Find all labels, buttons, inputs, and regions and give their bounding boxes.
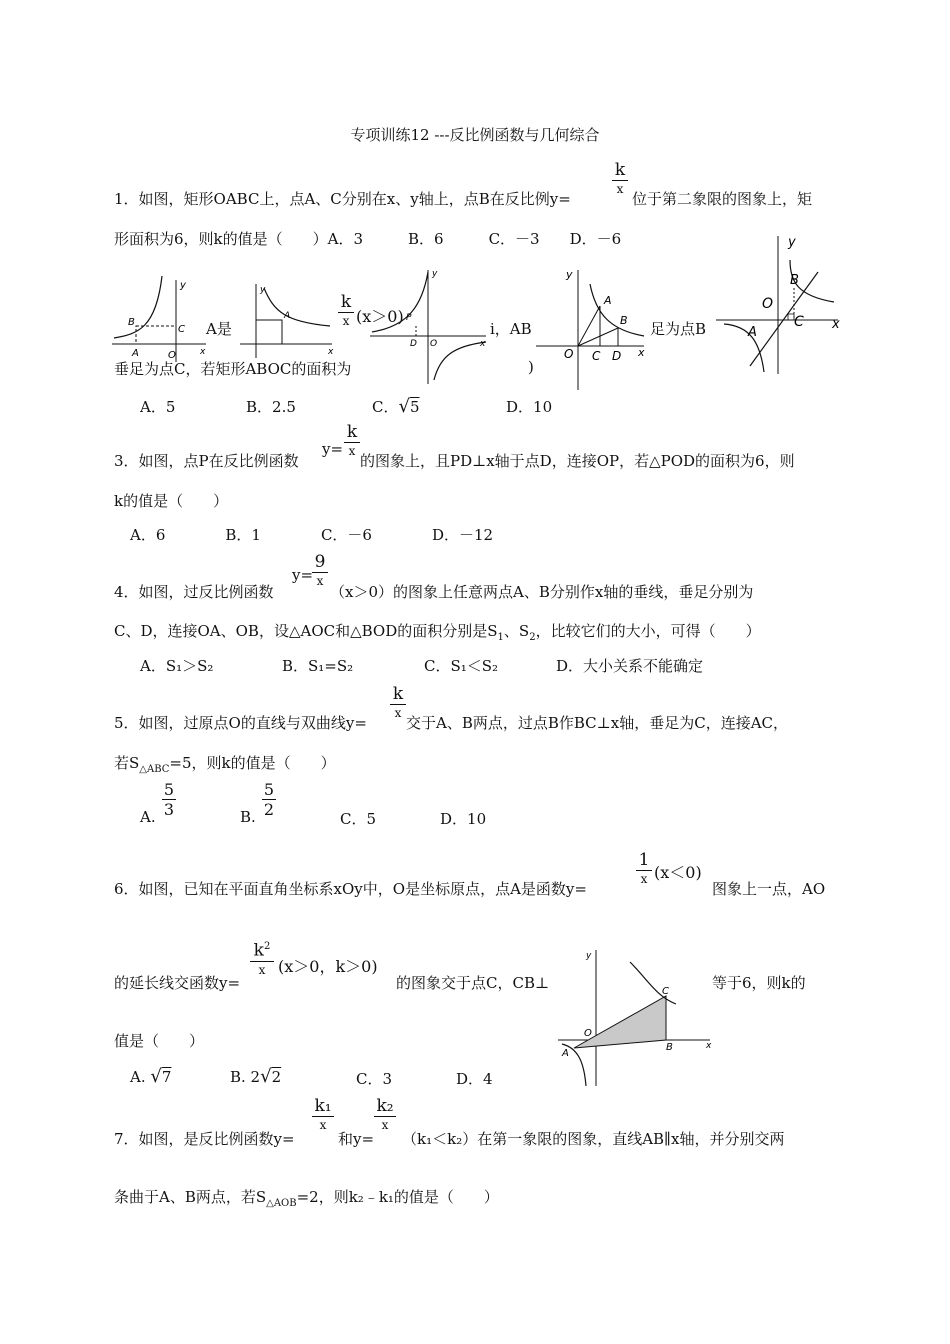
q5-line2-b: =5，则k的值是（ ）: [169, 754, 336, 772]
q6-frac2-den: x: [258, 962, 266, 977]
q6-line2-b: 的图象交于点C，CB⊥: [396, 974, 550, 992]
sqrt-symbol: √: [150, 1066, 162, 1087]
q5-option-b-label: B.: [240, 808, 256, 826]
q7-fraction2: [374, 1098, 396, 1131]
q5-option-a-num: 5: [163, 780, 175, 799]
q6-option-b-label: B. 2: [230, 1068, 261, 1086]
q4-y-eq: y=: [292, 566, 314, 584]
fig6-label-o: O: [584, 1028, 592, 1039]
fig6-label-b: B: [666, 1042, 673, 1053]
q7-line2-b: =2，则k₂﹣k₁的值是（ ）: [296, 1188, 499, 1206]
q7-frac2-den: x: [381, 1118, 389, 1132]
q5-option-b-num: 5: [263, 780, 275, 799]
q6-frac-cond: (x＜0): [654, 863, 702, 882]
q3-options: A．6 B．1 C．－6 D．－12: [130, 526, 494, 544]
q6-line3: 值是（ ）: [114, 1032, 205, 1050]
q3-frac-num: k: [344, 424, 360, 443]
fig4-label-y: y: [566, 268, 573, 281]
q7-fraction1: [312, 1098, 334, 1131]
q7-frac1-num: k₁: [312, 1098, 334, 1117]
fig6-label-y: y: [586, 951, 592, 961]
q5-option-b-fraction: [262, 782, 276, 818]
fig1-label-y: y: [180, 280, 186, 291]
fig5-label-o: O: [762, 296, 774, 312]
q4-line2-sub1: 1: [497, 632, 504, 643]
q6-option-b-radicand: 2: [271, 1068, 282, 1086]
q2-option-c: [372, 396, 420, 417]
q6-frac2-sup: 2: [263, 941, 271, 952]
q6-option-d: D．4: [456, 1070, 493, 1088]
fig3-label-y: y: [432, 269, 438, 279]
q2-frac-num: k: [338, 294, 354, 313]
q5-fraction: [390, 686, 406, 719]
q2-option-b: B．2.5: [246, 398, 296, 416]
q5-line2-a: 若S: [114, 754, 140, 772]
q7-frac2-num: k₂: [374, 1098, 396, 1117]
q6-option-c: C．3: [356, 1070, 393, 1088]
q3-y-eq: y=: [322, 440, 344, 458]
q5-option-a-den: 3: [163, 800, 175, 819]
q2-option-a: A．5: [140, 398, 176, 416]
q7-frac1-den: x: [319, 1118, 327, 1132]
q4-option-b: B．S₁=S₂: [282, 657, 354, 675]
fig1-label-o: O: [168, 350, 176, 361]
q5-frac-den: x: [394, 706, 402, 720]
q1-fraction: [612, 162, 628, 195]
figure-q1: [108, 274, 208, 366]
fig1-label-c: C: [178, 324, 185, 335]
fig2-label-a: A: [284, 311, 291, 321]
q7-line1-b: （k₁＜k₂）在第一象限的图象，直线AB∥x轴，并分别交两: [402, 1130, 785, 1148]
q5-option-a-fraction: [162, 782, 176, 818]
q5-line2-sub: △ABC: [139, 764, 170, 775]
fig1-label-x: x: [200, 347, 206, 357]
q6-line1-b: 图象上一点，AO: [712, 880, 826, 898]
q4-option-a: A．S₁＞S₂: [140, 657, 214, 675]
q2-line2: 垂足为点C，若矩形ABOC的面积为: [114, 360, 352, 378]
fig3-label-d: D: [410, 339, 417, 349]
figure-q4: [534, 264, 650, 394]
figure-q3: [368, 266, 490, 388]
q6-line1-a: 6．如图，已知在平面直角坐标系xOy中，O是坐标原点，点A是函数y=: [114, 880, 587, 898]
q2-frag-b: i，AB: [490, 320, 532, 338]
q7-line2-sub: △AOB: [266, 1198, 297, 1209]
q6-fraction: [636, 852, 652, 885]
q1-line2: 形面积为6，则k的值是（ ）A．3 B．6 C．－3 D．－6: [114, 230, 622, 248]
fig5-label-a: A: [748, 325, 757, 340]
q3-frac-den: x: [348, 444, 356, 458]
q3-fraction: [344, 424, 360, 457]
fig2-label-x: x: [328, 347, 334, 357]
q2-fraction: [338, 294, 354, 327]
fig3-label-x: x: [480, 339, 486, 349]
sqrt-symbol: √: [398, 396, 410, 417]
figure-q6: [556, 944, 716, 1090]
figure-q2: [238, 282, 336, 362]
q6-option-a-label: A.: [130, 1068, 146, 1086]
q7-line2-a: 条曲于A、B两点，若S: [114, 1188, 267, 1206]
q4-frac-num: 9: [312, 554, 328, 573]
fig3-label-p: P: [406, 313, 412, 323]
q3-line1-b: 的图象上，且PD⊥x轴于点D，连接OP，若△POD的面积为6，则: [360, 452, 795, 470]
fig3-label-o: O: [430, 339, 438, 349]
q4-line2-a: C、D，连接OA、OB，设△AOC和△BOD的面积分别是S: [114, 622, 498, 640]
q7-mid: 和y=: [338, 1130, 375, 1148]
q6-frac2-num: [250, 942, 274, 962]
q4-option-c: C．S₁＜S₂: [424, 657, 499, 675]
fig4-label-d: D: [612, 349, 622, 363]
q6-option-a-radicand: 7: [161, 1068, 172, 1086]
q1-line1-a: 1．如图，矩形OABC上，点A、C分别在x、y轴上，点B在反比例y=: [114, 190, 571, 208]
q1-frac-den: x: [616, 182, 624, 196]
fig5-label-y: y: [788, 235, 796, 250]
fig4-label-b: B: [620, 314, 628, 327]
q2-option-d: D．10: [506, 398, 553, 416]
q6-line2-a: 的延长线交函数y=: [114, 974, 241, 992]
fig4-label-a: A: [604, 294, 612, 307]
q5-option-d: D．10: [440, 810, 487, 828]
q2-frag-c: 足为点B: [650, 320, 707, 338]
q2-frac-cond: (x＞0): [356, 307, 404, 326]
q6-frac-den: x: [640, 872, 648, 886]
fig6-label-a: A: [562, 1048, 569, 1059]
q3-line1-a: 3．如图，点P在反比例函数: [114, 452, 299, 470]
figure-q5: [714, 232, 844, 378]
q6-frac2-cond: (x＞0，k＞0): [278, 957, 378, 976]
q5-option-a-label: A.: [140, 808, 156, 826]
q2-line2-tail: ): [528, 358, 534, 376]
q6-option-a: [130, 1066, 171, 1087]
fig6-label-c: C: [662, 986, 669, 997]
q2-option-c-label: C．: [372, 398, 399, 416]
sqrt-symbol: √: [260, 1066, 272, 1087]
q6-option-b: [230, 1066, 281, 1087]
q1-line1-b: 位于第二象限的图象上，矩: [632, 190, 813, 208]
fig4-label-o: O: [564, 347, 574, 361]
q7-line1-a: 7．如图，是反比例函数y=: [114, 1130, 295, 1148]
fig6-label-x: x: [706, 1041, 712, 1051]
q4-line2-c: ，比较它们的大小，可得（ ）: [535, 622, 761, 640]
q7-line2: [114, 1186, 499, 1209]
q1-frac-num: k: [612, 162, 628, 181]
q6-frac2-num-k: k: [253, 940, 264, 961]
q2-frac-den: x: [342, 314, 350, 328]
q6-frac-num: 1: [636, 852, 652, 871]
q5-option-c: C．5: [340, 810, 377, 828]
q5-line1-a: 5．如图，过原点O的直线与双曲线y=: [114, 714, 367, 732]
q4-frac-den: x: [316, 574, 324, 588]
q5-line1-b: 交于A、B两点，过点B作BC⊥x轴，垂足为C，连接AC，: [406, 714, 789, 732]
fig2-label-y: y: [260, 285, 266, 295]
fig1-label-a: A: [132, 348, 139, 359]
q5-line2: [114, 752, 336, 775]
fig4-label-x: x: [638, 346, 645, 359]
fig5-label-x: x: [832, 317, 840, 332]
page-title: 专项训练12 ---反比例函数与几何综合: [350, 126, 600, 144]
q6-fraction2: [250, 942, 274, 976]
q2-option-c-radicand: 5: [409, 398, 420, 416]
q2-frag-a: A是: [206, 320, 232, 338]
q4-line1-a: 4．如图，过反比例函数: [114, 583, 274, 601]
fig4-label-c: C: [592, 349, 601, 363]
q3-line2: k的值是（ ）: [114, 492, 229, 510]
q4-line2-b: 、S: [503, 622, 530, 640]
q4-line1-b: （x＞0）的图象上任意两点A、B分别作x轴的垂线，垂足分别为: [330, 583, 754, 601]
fig5-label-c: C: [794, 314, 804, 330]
q5-frac-num: k: [390, 686, 406, 705]
q6-line2-c: 等于6，则k的: [712, 974, 806, 992]
q4-fraction: [312, 554, 328, 587]
fig5-label-b: B: [790, 273, 799, 288]
q4-line2: [114, 620, 761, 643]
fig1-label-b: B: [128, 317, 135, 328]
q4-line2-sub2: 2: [529, 632, 536, 643]
q4-option-d: D．大小关系不能确定: [556, 657, 704, 675]
q5-option-b-den: 2: [263, 800, 275, 819]
